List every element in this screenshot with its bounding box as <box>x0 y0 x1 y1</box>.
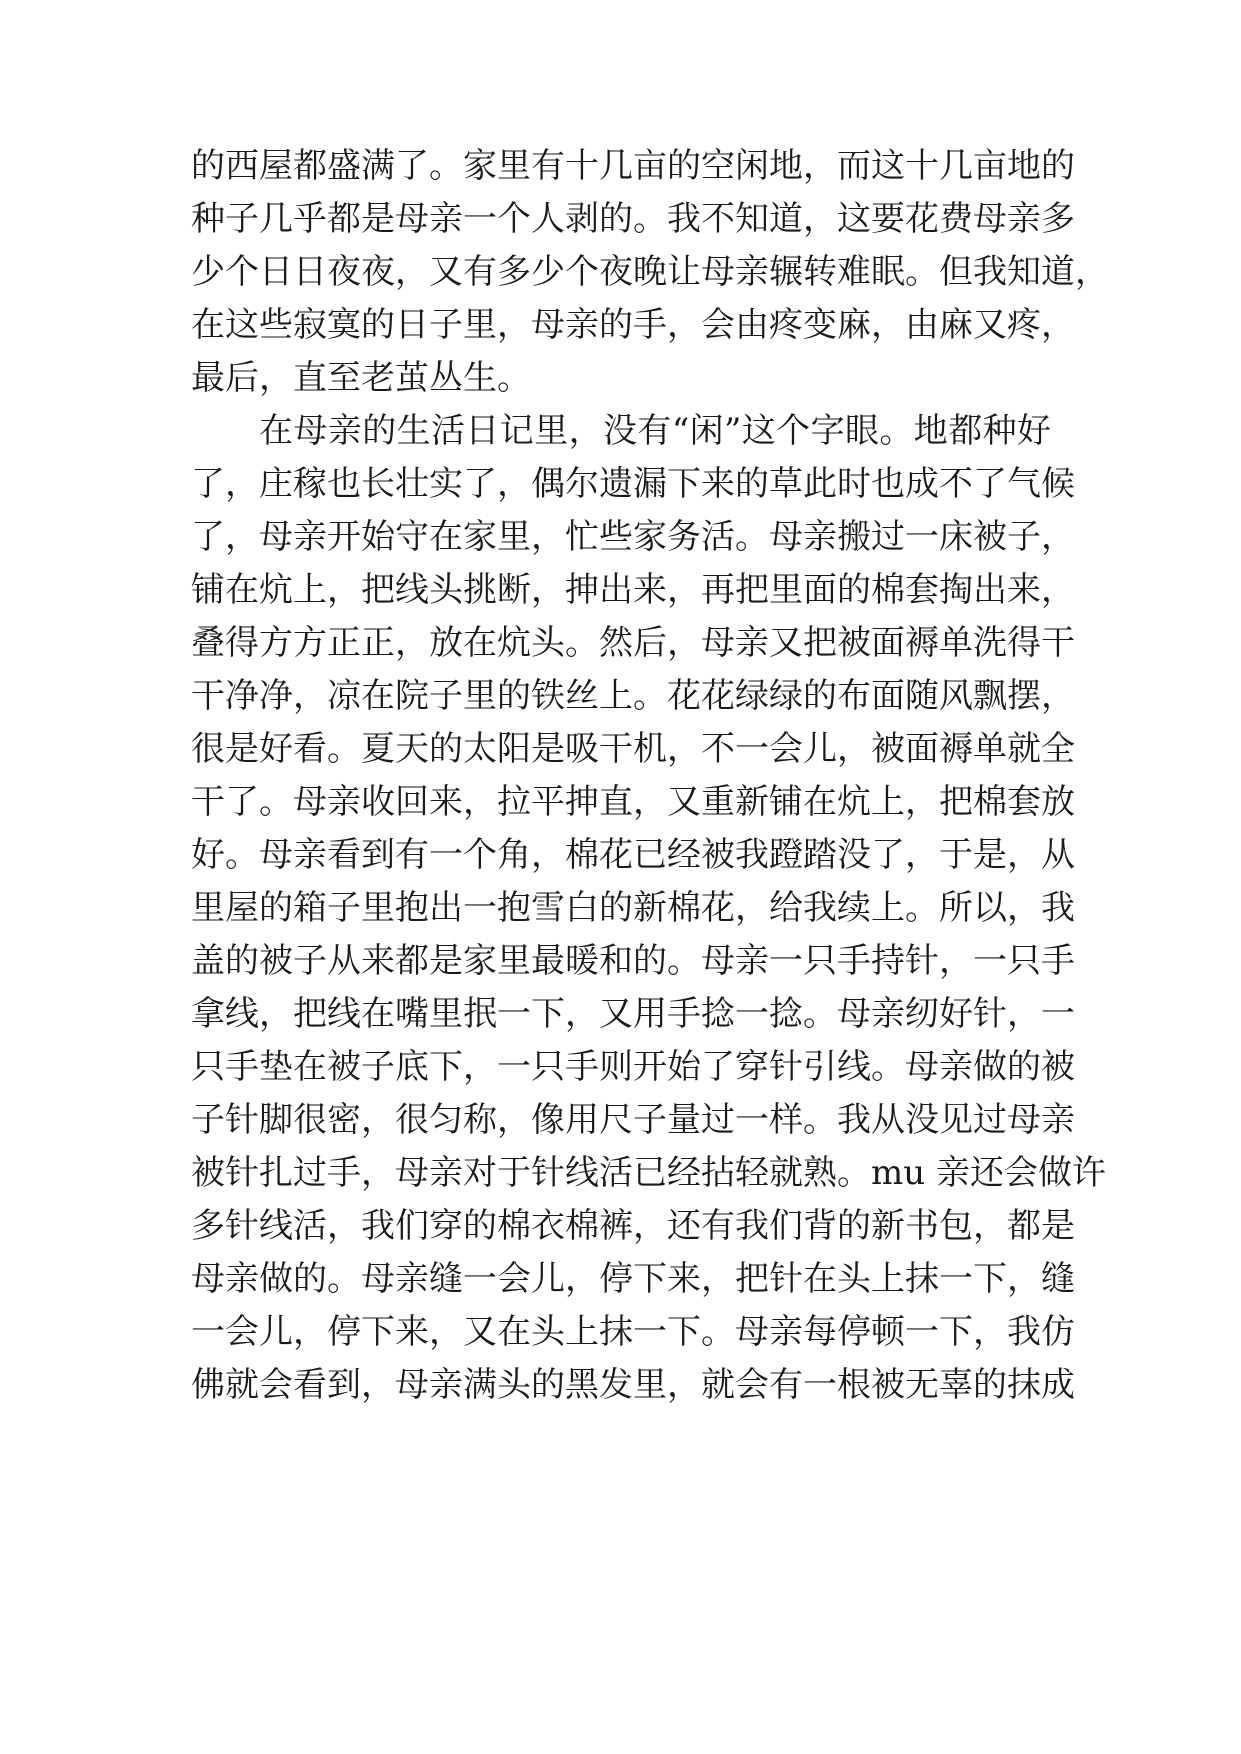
text-line: 只手垫在被子底下，一只手则开始了穿针引线。母亲做的被 <box>191 1047 1075 1087</box>
text-line: 被针扎过手，母亲对于针线活已经拈轻就熟。mu 亲还会做许 <box>191 1153 1106 1193</box>
text-line: 在这些寂寞的日子里，母亲的手，会由疼变麻，由麻又疼， <box>191 305 1075 345</box>
paragraph-first-line: 在母亲的生活日记里，没有“闲”这个字眼。地都种好 <box>259 411 1051 451</box>
text-line: 子针脚很密，很匀称，像用尺子量过一样。我从没见过母亲 <box>191 1100 1075 1140</box>
text-line: 铺在炕上，把线头挑断，抻出来，再把里面的棉套掏出来， <box>191 570 1075 610</box>
text-line: 很是好看。夏天的太阳是吸干机，不一会儿，被面褥单就全 <box>191 729 1075 769</box>
text-line: 了，庄稼也长壮实了，偶尔遗漏下来的草此时也成不了气候 <box>191 464 1075 504</box>
text-line: 的西屋都盛满了。家里有十几亩的空闲地，而这十几亩地的 <box>191 146 1075 186</box>
text-line: 一会儿，停下来，又在头上抹一下。母亲每停顿一下，我仿 <box>191 1312 1075 1352</box>
text-line: 种子几乎都是母亲一个人剥的。我不知道，这要花费母亲多 <box>191 199 1075 239</box>
text-line: 多针线活，我们穿的棉衣棉裤，还有我们背的新书包，都是 <box>191 1206 1075 1246</box>
text-line: 拿线，把线在嘴里抿一下，又用手捻一捻。母亲纫好针，一 <box>191 994 1075 1034</box>
text-line: 干了。母亲收回来，拉平抻直，又重新铺在炕上，把棉套放 <box>191 782 1075 822</box>
text-line: 好。母亲看到有一个角，棉花已经被我蹬踏没了，于是，从 <box>191 835 1075 875</box>
text-line: 最后，直至老茧丛生。 <box>191 358 531 398</box>
text-line: 叠得方方正正，放在炕头。然后，母亲又把被面褥单洗得干 <box>191 623 1075 663</box>
text-line: 了，母亲开始守在家里，忙些家务活。母亲搬过一床被子， <box>191 517 1075 557</box>
text-line: 少个日日夜夜，又有多少个夜晚让母亲辗转难眠。但我知道， <box>191 252 1109 292</box>
text-line: 盖的被子从来都是家里最暖和的。母亲一只手持针，一只手 <box>191 941 1075 981</box>
text-line: 母亲做的。母亲缝一会儿，停下来，把针在头上抹一下，缝 <box>191 1259 1075 1299</box>
text-line: 里屋的箱子里抱出一抱雪白的新棉花，给我续上。所以，我 <box>191 888 1075 928</box>
text-line: 佛就会看到，母亲满头的黑发里，就会有一根被无辜的抹成 <box>191 1365 1075 1405</box>
text-line: 干净净，凉在院子里的铁丝上。花花绿绿的布面随风飘摆， <box>191 676 1075 716</box>
